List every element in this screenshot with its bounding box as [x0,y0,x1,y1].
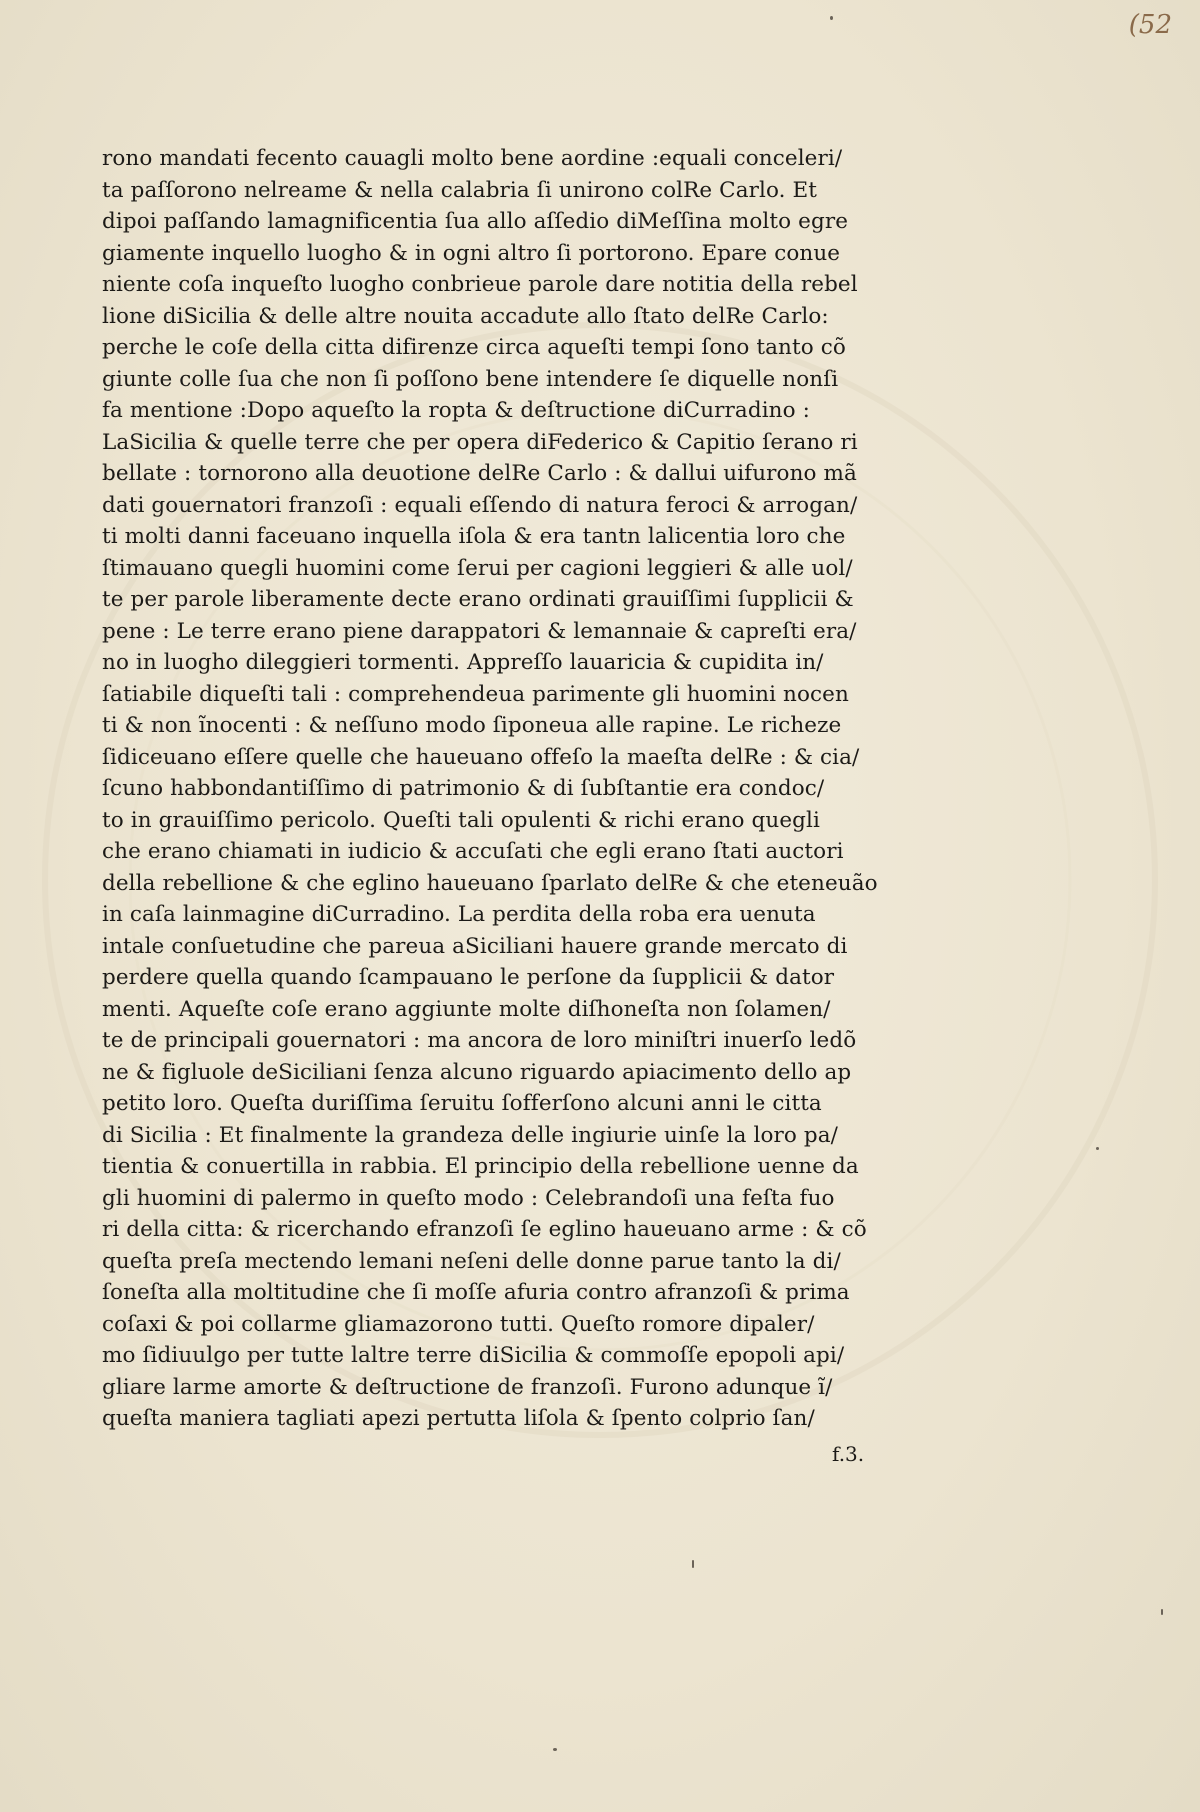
ink-speck [1096,1147,1099,1150]
ink-speck [830,16,833,20]
text-line: in caſa lainmagine diCurradino. La perdita della roba era uenuta [102,902,816,927]
text-line: ſatiabile diqueſti tali : comprehendeua parimente gli huomini nocen [102,681,849,707]
text-line: ſcuno habbondantiſſimo di patrimonio & di ſubſtantie era condoc/ [102,776,825,801]
text-line: dipoi paſſando lamagnificentia ſua allo aſſedio diMeſſina molto egre [102,209,849,234]
text-line: gli huomini di palermo in queſto modo : Celebrandoſi una feſta fuo [102,1185,835,1211]
text-line: giunte colle ſua che non ſi poſſono bene intendere ſe diquelle nonſi [102,366,839,392]
text-line: perche le coſe della citta difirenze circa aqueſti tempi ſono tanto cõ [102,335,846,360]
text-line: gliare larme amorte & deſtructione de franzoſi. Furono adunque ĩ/ [102,1374,833,1400]
text-line: coſaxi & poi collarme gliamazorono tutti. Queſto romore dipaler/ [102,1311,815,1337]
text-line: di Sicilia : Et finalmente la grandeza delle ingiurie uinſe la loro pa/ [102,1122,839,1148]
text-line: LaSicilia & quelle terre che per opera diFederico & Capitio ſerano ri [102,429,858,455]
text-line: intale conſuetudine che pareua aSiciliani hauere grande mercato di [102,933,848,959]
text-line: te per parole liberamente decte erano ordinati grauiſſimi ſupplicii & [102,587,854,612]
text-line: ta paſſorono nelreame & nella calabria ſi unirono colRe Carlo. Et [102,177,818,203]
text-line: bellate : tornorono alla deuotione delRe Carlo : & dallui uifurono mã [102,461,857,486]
text-line: che erano chiamati in iudicio & accuſati che egli erano ſtati auctori [102,839,844,864]
text-line: perdere quella quando ſcampauano le perſone da ſupplicii & dator [102,965,835,990]
text-line: dati gouernatori franzoſi : equali eſſendo di natura feroci & arrogan/ [102,492,858,518]
text-line: to in grauiſſimo pericolo. Queſti tali opulenti & richi erano quegli [102,807,820,833]
text-line: pene : Le terre erano piene darappatori & lemannaie & capreſti era/ [102,618,857,644]
folio-mark: (52 [1128,10,1172,40]
text-line: queſta preſa mectendo lemani neſeni delle donne parue tanto la di/ [102,1248,841,1274]
text-line: fa mentione :Dopo aqueſto la ropta & deſtructione diCurradino : [102,398,810,423]
text-line: ſoneſta alla moltitudine che ſi moſſe afuria contro afranzoſi & prima [102,1280,850,1305]
text-line: giamente inquello luogho & in ogni altro ſi portorono. Epare conue [102,240,841,266]
text-line: della rebellione & che eglino haueuano ſparlato delRe & che eteneuão [102,870,878,896]
text-line: ti & non ĩnocenti : & neſſuno modo ſiponeua alle rapine. Le richeze [102,713,842,738]
text-line: ſtimauano quegli huomini come ſerui per cagioni leggieri & alle uol/ [102,555,853,581]
text-line: tientia & conuertilla in rabbia. El principio della rebellione uenne da [102,1154,859,1179]
text-line: rono mandati fecento cauagli molto bene aordine :equali conceleri/ [102,146,843,171]
ink-speck [692,1560,694,1568]
text-line: petito loro. Queſta duriſſima ſeruitu ſofferſono alcuni anni le citta [102,1091,822,1116]
signature-mark: f.3. [832,1442,865,1466]
text-line: ne & figluole deSiciliani ſenza alcuno riguardo apiacimento dello ap [102,1059,852,1085]
text-line: ſidiceuano eſſere quelle che haueuano offeſo la maeſta delRe : & cia/ [102,744,860,770]
text-line: no in luogho dileggieri tormenti. Appreſſo lauaricia & cupidita in/ [102,650,824,675]
text-line: ri della citta: & ricerchando efranzoſi ſe eglino haueuano arme : & cõ [102,1217,867,1242]
text-line: ti molti danni faceuano inquella iſola & era tantn lalicentia loro che [102,524,846,549]
ink-speck [553,1748,557,1751]
text-block [102,143,882,1435]
text-line: queſta maniera tagliati apezi pertutta liſola & ſpento colprio ſan/ [102,1406,815,1431]
text-line: mo ſidiuulgo per tutte laltre terre diSicilia & commoſſe epopoli api/ [102,1343,845,1368]
text-line: lione diSicilia & delle altre nouita accadute allo ſtato delRe Carlo: [102,303,829,329]
text-line: te de principali gouernatori : ma ancora de loro miniſtri inuerſo ledõ [102,1028,857,1053]
ink-speck [1161,1609,1163,1615]
text-line: niente coſa inqueſto luogho conbrieue parole dare notitia della rebel [102,272,858,297]
text-line: menti. Aqueſte coſe erano aggiunte molte diſhoneſta non ſolamen/ [102,996,831,1022]
